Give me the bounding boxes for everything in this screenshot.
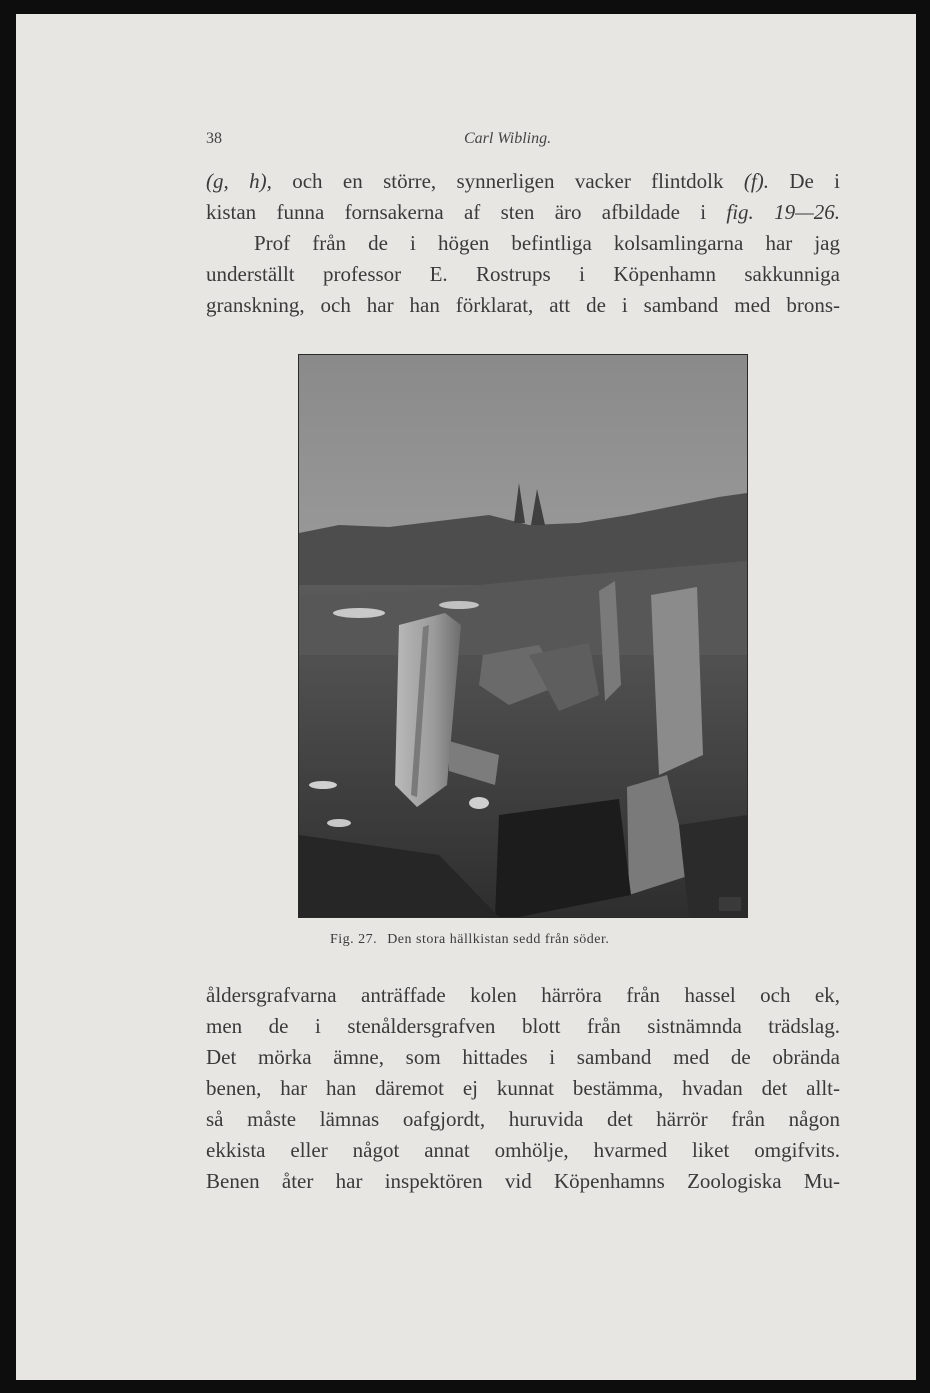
paragraph-bottom — [206, 980, 840, 1197]
figure-caption — [330, 932, 730, 948]
page-number: 38 — [206, 130, 222, 147]
text-italic: fig. 19—26. — [726, 200, 840, 224]
text-italic: (f). — [743, 169, 769, 193]
caption-text: Den stora hällkistan sedd från söder. — [387, 932, 610, 947]
text-run: Prof från de i högen befintliga kolsamlingarna har jag — [254, 231, 840, 255]
text-line: åldersgrafvarna anträffade kolen härröra från hassel och ek, — [206, 983, 840, 1007]
text-line — [206, 166, 840, 197]
text-run: kistan funna fornsakerna af sten äro afbildade i — [206, 200, 727, 224]
text-line — [206, 259, 840, 290]
photograph-stone-cist — [298, 354, 748, 918]
running-title: Carl Wibling. — [464, 130, 552, 147]
text-run: De i — [768, 169, 840, 193]
text-italic: (g, h), — [206, 169, 272, 193]
text-line — [206, 228, 840, 259]
text-run: granskning, och har han förklarat, att de i samband med brons- — [206, 293, 840, 317]
text-run: underställt professor E. Rostrups i Köpenhamn sakkunniga — [206, 262, 840, 286]
text-line: Det mörka ämne, som hittades i samband med de obrända — [206, 1045, 840, 1069]
text-line: Benen åter har inspektören vid Köpenhamns Zoologiska Mu- — [206, 1169, 840, 1193]
text-run: och en större, synnerligen vacker flintdolk — [271, 169, 744, 193]
text-line: benen, har han däremot ej kunnat bestämma, hvadan det allt- — [206, 1076, 840, 1100]
text-line: så måste lämnas oafgjordt, huruvida det härrör från någon — [206, 1107, 840, 1131]
paragraph-top — [206, 166, 840, 321]
text-line: ekkista eller något annat omhölje, hvarmed liket omgifvits. — [206, 1138, 840, 1162]
text-line: men de i stenåldersgrafven blott från sistnämnda trädslag. — [206, 1014, 840, 1038]
text-line — [206, 197, 840, 228]
caption-label: Fig. 27. — [330, 932, 378, 947]
photo-illustration — [299, 355, 747, 917]
text-line — [206, 290, 840, 321]
